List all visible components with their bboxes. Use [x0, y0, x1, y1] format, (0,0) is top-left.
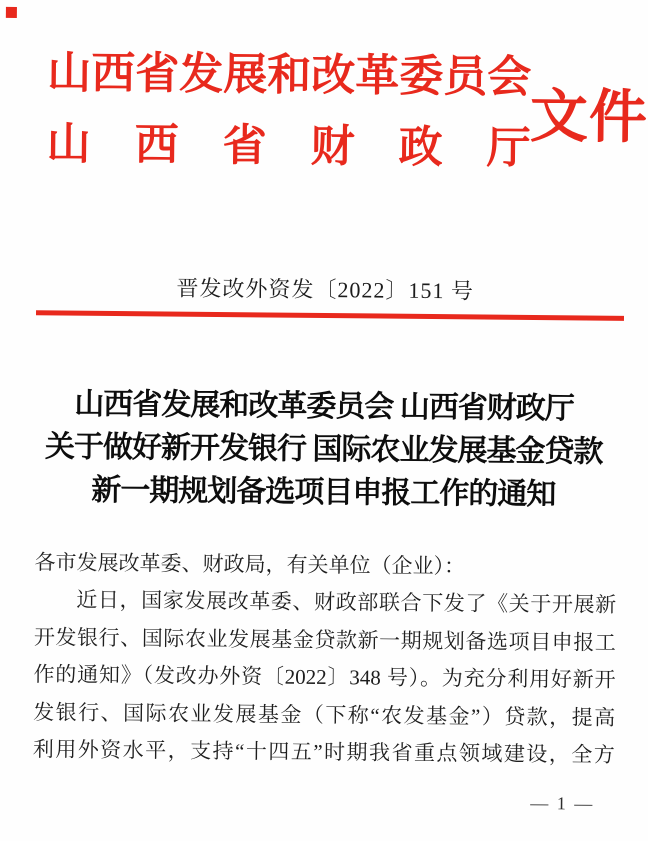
- agency-char: 厅: [486, 123, 531, 173]
- document-body: [33, 544, 617, 774]
- body-line: 作的通知》（发改办外资〔2022〕348 号）。为充分利用好新开: [33, 662, 616, 692]
- agency-char: 山: [46, 119, 91, 169]
- title-line: 关于做好新开发银行 国际农业发展基金贷款: [44, 430, 603, 469]
- body-line: 近日，国家发展改革委、财政部联合下发了《关于开展新: [76, 588, 617, 618]
- body-line: 开发银行、国际农业发展基金贷款新一期规划备选项目申报工: [33, 625, 616, 655]
- issuing-agency-line-2: [46, 118, 530, 175]
- agency-char: 政: [398, 122, 443, 173]
- agency-char: 西: [134, 120, 179, 170]
- title-line: 山西省发展和改革委员会 山西省财政厅: [74, 387, 575, 426]
- body-line: 利用外资水平，支持“十四五”时期我省重点领域建设，全方: [32, 737, 615, 767]
- document-reference-number: 晋发改外资发〔2022〕151 号: [176, 275, 475, 304]
- document-title: [0, 382, 648, 517]
- agency-char: 财: [310, 121, 355, 172]
- agency-char: 省: [222, 121, 267, 171]
- salutation-line: 各市发展改革委、财政局，有关单位（企业）：: [34, 550, 466, 579]
- issuing-agency-line-1: 山西省发展和改革委员会: [47, 48, 532, 102]
- doc-type-label: 文件: [529, 83, 648, 151]
- title-line: 新一期规划备选项目申报工作的通知: [91, 473, 556, 512]
- red-divider-line: [36, 310, 624, 321]
- body-line: 发银行、国际农业发展基金（下称“农发基金”）贷款，提高: [33, 699, 616, 730]
- page-number: — 1 —: [530, 792, 595, 814]
- scan-artifact-red-mark: [6, 7, 17, 18]
